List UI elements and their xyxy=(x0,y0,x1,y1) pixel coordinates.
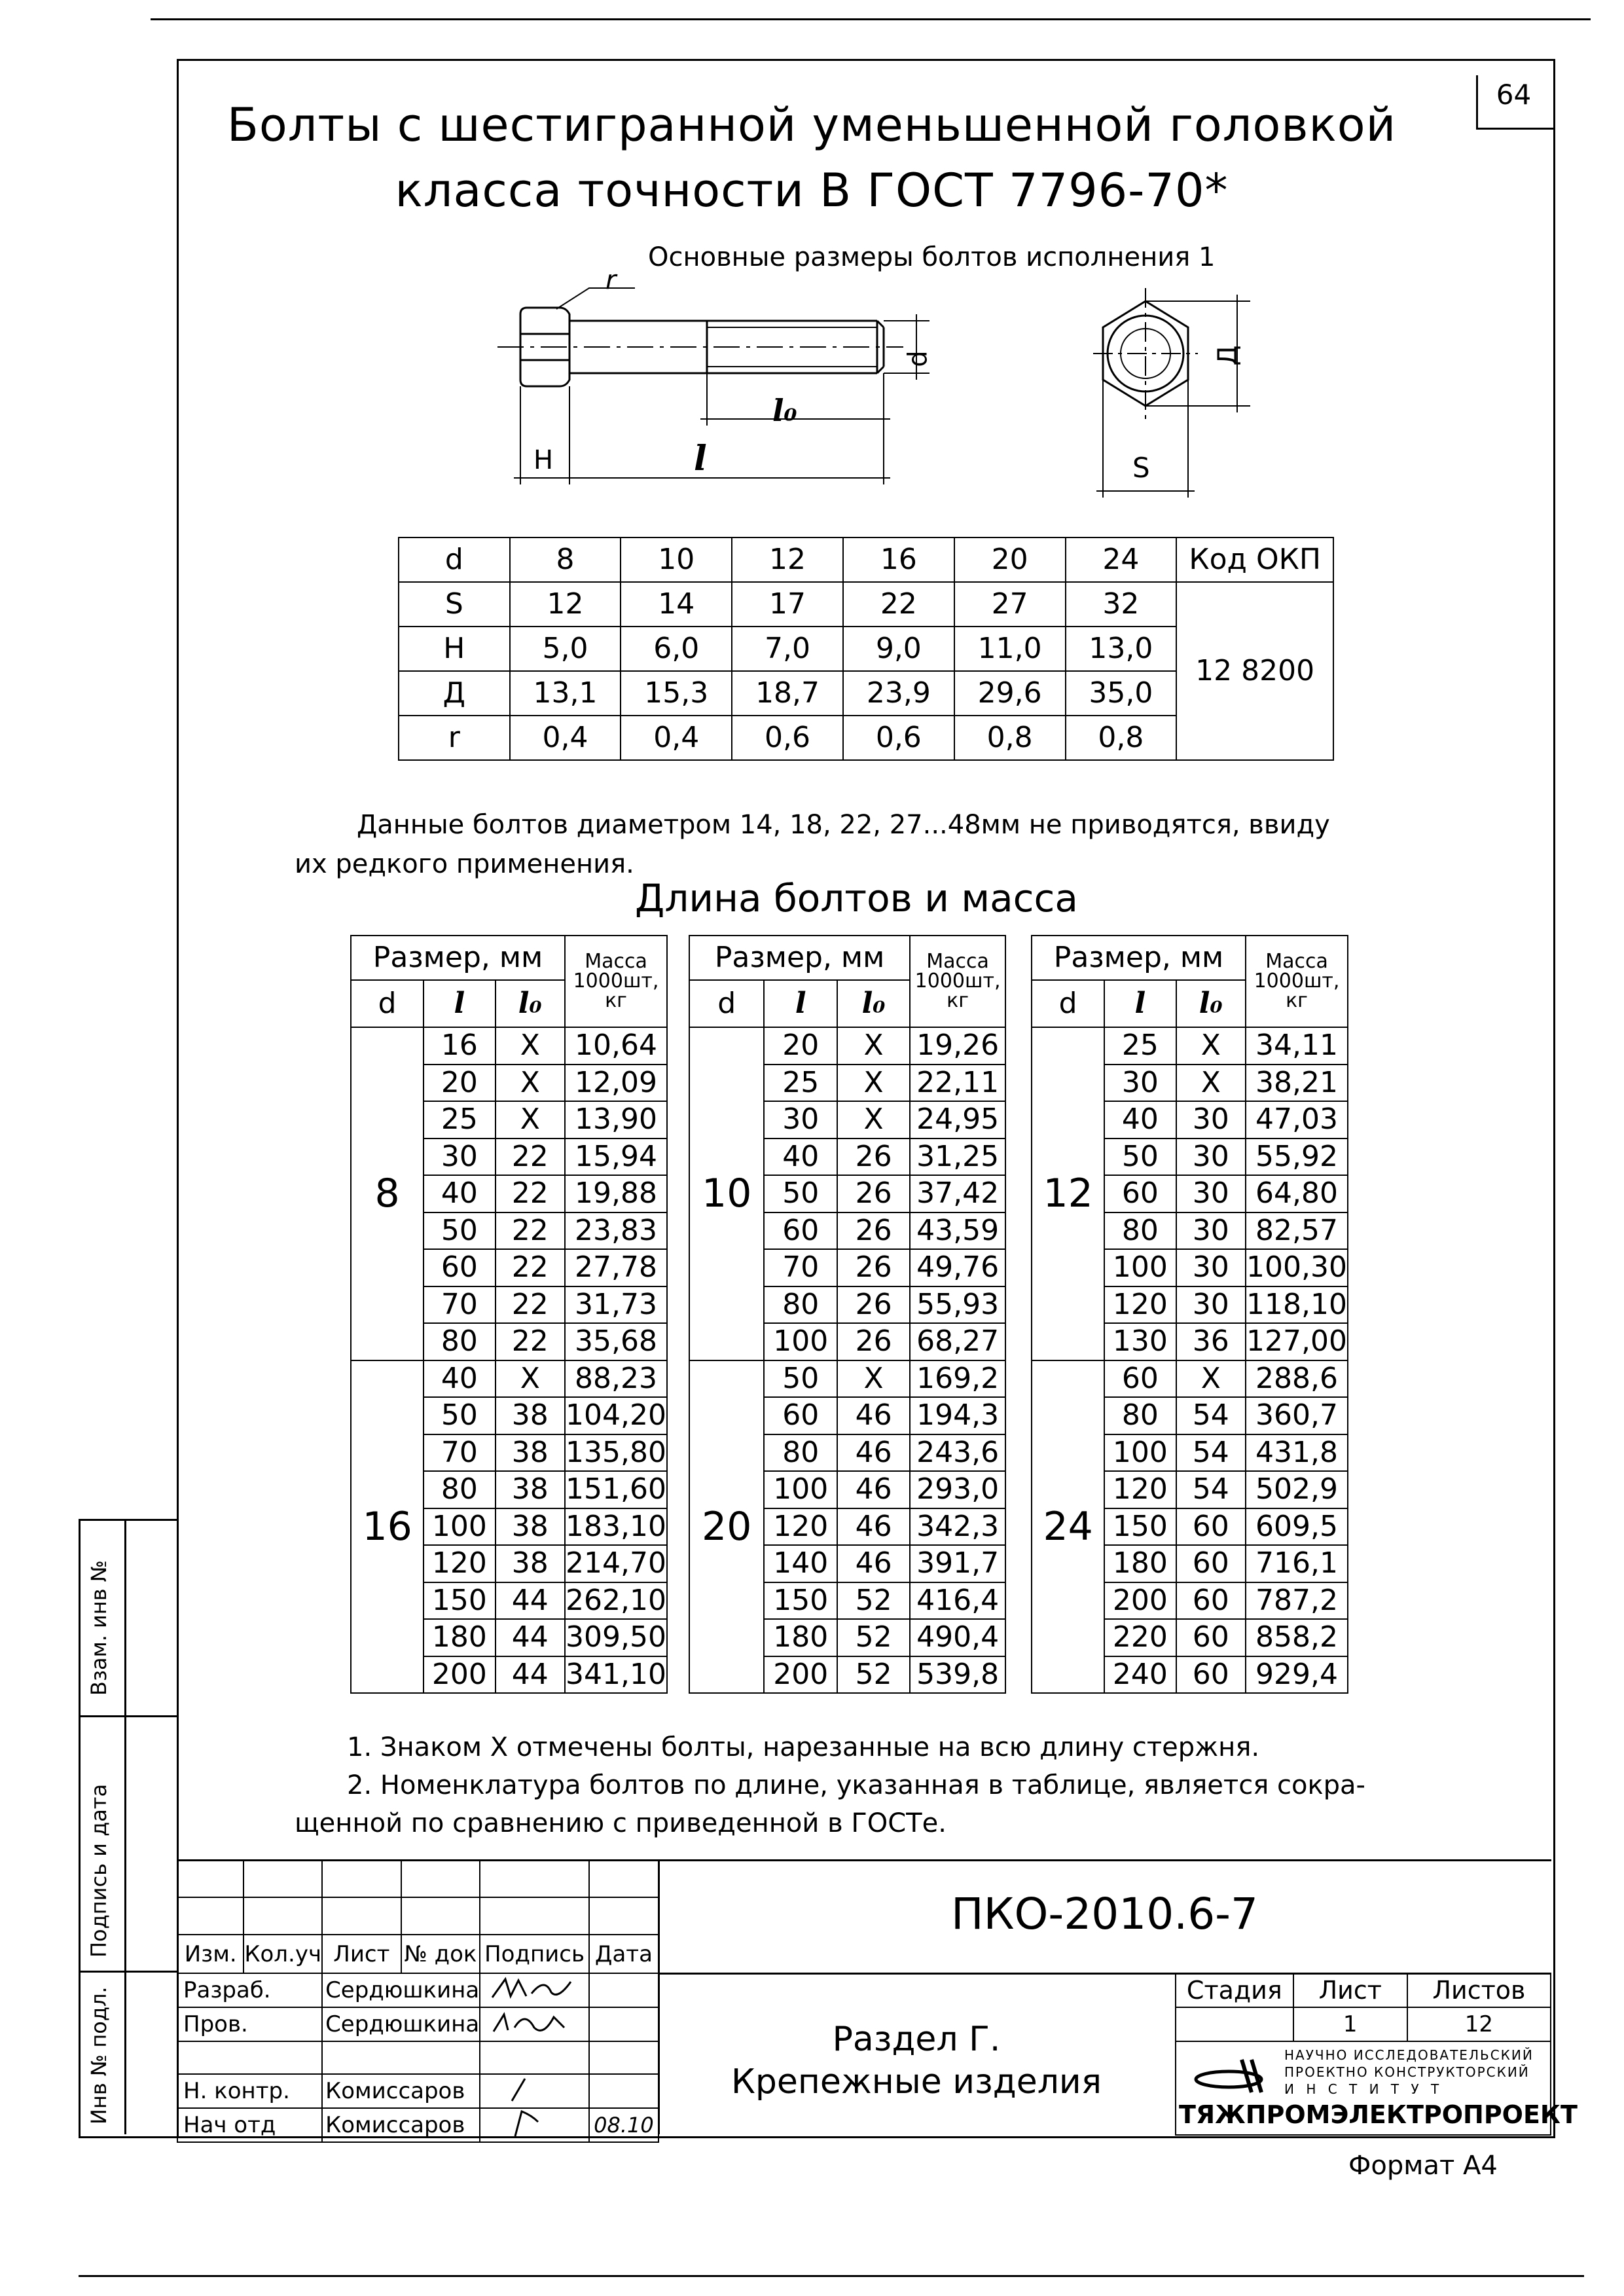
value-cell: 60 xyxy=(1176,1619,1246,1656)
title-line2: класса точности В ГОСТ 7796-70* xyxy=(395,164,1229,217)
value-cell: 60 xyxy=(764,1397,837,1434)
diameter-cell: 16 xyxy=(351,1360,424,1694)
value-cell: 31,73 xyxy=(565,1286,667,1324)
dims-cell: 6,0 xyxy=(621,627,732,671)
value-cell: 46 xyxy=(837,1434,910,1472)
okp-value: 12 8200 xyxy=(1176,582,1333,760)
value-cell: 490,4 xyxy=(910,1619,1005,1656)
table-row xyxy=(689,1027,1005,1065)
value-cell: 54 xyxy=(1176,1471,1246,1508)
value-cell: 80 xyxy=(1104,1397,1176,1434)
value-cell: X xyxy=(496,1360,565,1398)
dims-cell: 24 xyxy=(1066,538,1177,582)
value-cell: X xyxy=(837,1101,910,1139)
top-rule xyxy=(151,18,1591,20)
dims-label: Д xyxy=(399,671,510,716)
org-name: ТЯЖПРОМЭЛЕКТРОПРОЕКТ xyxy=(1179,2100,1578,2129)
stamp-person: Комиссаров xyxy=(322,2074,480,2108)
stamp-signature xyxy=(480,1973,589,2007)
value-cell: 22 xyxy=(496,1212,565,1250)
length-table-3 xyxy=(1031,935,1348,1694)
value-cell: 609,5 xyxy=(1246,1508,1348,1546)
value-cell: 100 xyxy=(424,1508,495,1546)
stamp-person: Сердюшкина xyxy=(322,1973,480,2007)
stamp-section-line2: Крепежные изделия xyxy=(731,2062,1102,2102)
value-cell: 40 xyxy=(764,1139,837,1176)
mass-header: Масса 1000шт, кг xyxy=(910,936,1005,1027)
dims-cell: 32 xyxy=(1066,582,1177,627)
dims-cell: 18,7 xyxy=(732,671,843,716)
d-header: d xyxy=(1032,980,1104,1027)
stamp-person: Сердюшкина xyxy=(322,2007,480,2041)
dims-cell: 15,3 xyxy=(621,671,732,716)
value-cell: 25 xyxy=(1104,1027,1176,1065)
value-cell: 80 xyxy=(764,1286,837,1324)
note-2b: щенной по сравнению с приведенной в ГОСТе. xyxy=(295,1808,947,1838)
value-cell: 34,11 xyxy=(1246,1027,1348,1065)
value-cell: 25 xyxy=(424,1101,495,1139)
value-cell: X xyxy=(496,1027,565,1065)
value-cell: 80 xyxy=(424,1323,495,1360)
value-cell: 100 xyxy=(764,1323,837,1360)
format-label: Формат А4 xyxy=(1348,2151,1498,2181)
value-cell: 60 xyxy=(1104,1360,1176,1398)
table-row xyxy=(351,1027,667,1065)
value-cell: 55,93 xyxy=(910,1286,1005,1324)
label-D: Д xyxy=(1212,345,1243,366)
value-cell: 38 xyxy=(496,1508,565,1546)
value-cell: 10,64 xyxy=(565,1027,667,1065)
value-cell: X xyxy=(1176,1027,1246,1065)
stamp-col: Дата xyxy=(589,1935,659,1973)
side-divider xyxy=(124,1519,126,2134)
label-S: S xyxy=(1132,452,1150,484)
value-cell: 46 xyxy=(837,1545,910,1582)
diameter-cell: 10 xyxy=(689,1027,764,1360)
dims-cell: 13,0 xyxy=(1066,627,1177,671)
value-cell: 70 xyxy=(764,1249,837,1286)
dims-cell: 11,0 xyxy=(954,627,1066,671)
value-cell: 15,94 xyxy=(565,1139,667,1176)
label-H: H xyxy=(533,445,554,475)
value-cell: 243,6 xyxy=(910,1434,1005,1472)
value-cell: 40 xyxy=(1104,1101,1176,1139)
stage-label: Стадия xyxy=(1176,1973,1293,2007)
stamp-col: Лист xyxy=(322,1935,401,1973)
value-cell: 150 xyxy=(1104,1508,1176,1546)
value-cell: 309,50 xyxy=(565,1619,667,1656)
diameter-cell: 12 xyxy=(1032,1027,1104,1360)
label-r: r xyxy=(605,265,617,295)
value-cell: 54 xyxy=(1176,1397,1246,1434)
value-cell: 22 xyxy=(496,1249,565,1286)
value-cell: 929,4 xyxy=(1246,1656,1348,1694)
value-cell: 13,90 xyxy=(565,1101,667,1139)
value-cell: 47,03 xyxy=(1246,1101,1348,1139)
stamp-role: Н. контр. xyxy=(177,2074,322,2108)
value-cell: 25 xyxy=(764,1065,837,1102)
value-cell: 220 xyxy=(1104,1619,1176,1656)
value-cell: 22 xyxy=(496,1323,565,1360)
dims-cell: 9,0 xyxy=(843,627,954,671)
stamp-person: Комиссаров xyxy=(322,2108,480,2142)
value-cell: 716,1 xyxy=(1246,1545,1348,1582)
side-h2 xyxy=(79,1971,177,1973)
value-cell: 60 xyxy=(1176,1545,1246,1582)
mass-header: Масса 1000шт, кг xyxy=(1246,936,1348,1027)
value-cell: 26 xyxy=(837,1212,910,1250)
value-cell: 22,11 xyxy=(910,1065,1005,1102)
value-cell: 50 xyxy=(424,1212,495,1250)
value-cell: 30 xyxy=(1104,1065,1176,1102)
dims-table xyxy=(398,537,1334,761)
value-cell: 68,27 xyxy=(910,1323,1005,1360)
value-cell: X xyxy=(496,1065,565,1102)
org-line2: ПРОЕКТНО КОНСТРУКТОРСКИЙ xyxy=(1284,2064,1530,2080)
value-cell: 140 xyxy=(764,1545,837,1582)
dims-cell: 10 xyxy=(621,538,732,582)
org-logo-icon xyxy=(1189,2056,1281,2096)
stamp-role: Нач отд xyxy=(177,2108,322,2142)
dims-cell: 29,6 xyxy=(954,671,1066,716)
value-cell: 118,10 xyxy=(1246,1286,1348,1324)
side-label-vzam: Взам. инв № xyxy=(86,1559,111,1696)
l-header: l xyxy=(424,980,495,1027)
value-cell: 31,25 xyxy=(910,1139,1005,1176)
value-cell: 100,30 xyxy=(1246,1249,1348,1286)
value-cell: 50 xyxy=(764,1360,837,1398)
size-header: Размер, мм xyxy=(351,936,565,980)
value-cell: 37,42 xyxy=(910,1175,1005,1212)
value-cell: 52 xyxy=(837,1582,910,1620)
value-cell: 180 xyxy=(424,1619,495,1656)
value-cell: 50 xyxy=(1104,1139,1176,1176)
dims-cell: 27 xyxy=(954,582,1066,627)
stamp-grid xyxy=(177,1859,659,2143)
value-cell: 120 xyxy=(764,1508,837,1546)
value-cell: 151,60 xyxy=(565,1471,667,1508)
value-cell: 240 xyxy=(1104,1656,1176,1694)
value-cell: 38 xyxy=(496,1397,565,1434)
value-cell: 214,70 xyxy=(565,1545,667,1582)
dims-label: r xyxy=(399,716,510,760)
value-cell: 46 xyxy=(837,1508,910,1546)
value-cell: 293,0 xyxy=(910,1471,1005,1508)
value-cell: 19,26 xyxy=(910,1027,1005,1065)
value-cell: 169,2 xyxy=(910,1360,1005,1398)
dims-cell: 35,0 xyxy=(1066,671,1177,716)
dims-cell: 0,8 xyxy=(1066,716,1177,760)
dims-cell: 14 xyxy=(621,582,732,627)
value-cell: 180 xyxy=(764,1619,837,1656)
table-row xyxy=(351,1360,667,1398)
l0-header: l₀ xyxy=(496,980,565,1027)
stamp-signature xyxy=(480,2007,589,2041)
value-cell: 70 xyxy=(424,1434,495,1472)
value-cell: 80 xyxy=(424,1471,495,1508)
length-table-1 xyxy=(350,935,668,1694)
value-cell: 52 xyxy=(837,1656,910,1694)
value-cell: 341,10 xyxy=(565,1656,667,1694)
org-line3: И Н С Т И Т У Т xyxy=(1284,2081,1443,2097)
value-cell: 82,57 xyxy=(1246,1212,1348,1250)
value-cell: 40 xyxy=(424,1175,495,1212)
value-cell: 80 xyxy=(1104,1212,1176,1250)
value-cell: X xyxy=(496,1101,565,1139)
value-cell: 200 xyxy=(1104,1582,1176,1620)
value-cell: 44 xyxy=(496,1619,565,1656)
diameter-cell: 8 xyxy=(351,1027,424,1360)
value-cell: 120 xyxy=(1104,1286,1176,1324)
value-cell: X xyxy=(1176,1360,1246,1398)
dims-label: d xyxy=(399,538,510,582)
dims-cell: 8 xyxy=(510,538,621,582)
value-cell: 194,3 xyxy=(910,1397,1005,1434)
value-cell: 342,3 xyxy=(910,1508,1005,1546)
stamp-col: Кол.уч xyxy=(244,1935,322,1973)
l-header: l xyxy=(764,980,837,1027)
value-cell: 22 xyxy=(496,1139,565,1176)
table-row xyxy=(689,1360,1005,1398)
dims-label: H xyxy=(399,627,510,671)
value-cell: 30 xyxy=(1176,1101,1246,1139)
okp-header: Код ОКП xyxy=(1176,538,1333,582)
value-cell: 22 xyxy=(496,1286,565,1324)
dims-cell: 13,1 xyxy=(510,671,621,716)
section-title: Длина болтов и масса xyxy=(635,876,1078,920)
label-l: l xyxy=(694,439,707,479)
diameter-cell: 20 xyxy=(689,1360,764,1694)
value-cell: 30 xyxy=(764,1101,837,1139)
page-number: 64 xyxy=(1496,79,1532,111)
value-cell: 19,88 xyxy=(565,1175,667,1212)
dims-cell: 0,8 xyxy=(954,716,1066,760)
value-cell: 787,2 xyxy=(1246,1582,1348,1620)
d-header: d xyxy=(689,980,764,1027)
value-cell: 55,92 xyxy=(1246,1139,1348,1176)
l0-header: l₀ xyxy=(837,980,910,1027)
dims-label: S xyxy=(399,582,510,627)
value-cell: 64,80 xyxy=(1246,1175,1348,1212)
dims-cell: 7,0 xyxy=(732,627,843,671)
bottom-rule xyxy=(79,2275,1584,2277)
value-cell: 60 xyxy=(424,1249,495,1286)
dims-cell: 16 xyxy=(843,538,954,582)
value-cell: 200 xyxy=(424,1656,495,1694)
dims-cell: 0,6 xyxy=(843,716,954,760)
value-cell: 22 xyxy=(496,1175,565,1212)
dims-cell: 23,9 xyxy=(843,671,954,716)
stamp-date: 08.10 xyxy=(589,2108,659,2142)
side-label-podpis: Подпись и дата xyxy=(86,1783,111,1958)
value-cell: 100 xyxy=(1104,1249,1176,1286)
value-cell: 26 xyxy=(837,1139,910,1176)
org-line1: НАУЧНО ИССЛЕДОВАТЕЛЬСКИЙ xyxy=(1284,2047,1534,2063)
dims-cell: 12 xyxy=(510,582,621,627)
value-cell: 180 xyxy=(1104,1545,1176,1582)
value-cell: 391,7 xyxy=(910,1545,1005,1582)
value-cell: 130 xyxy=(1104,1323,1176,1360)
size-header: Размер, мм xyxy=(1032,936,1246,980)
value-cell: X xyxy=(837,1065,910,1102)
side-label-inv: Инв № подл. xyxy=(86,1986,111,2124)
diameter-cell: 24 xyxy=(1032,1360,1104,1694)
note-2a: 2. Номенклатура болтов по длине, указанная в таблице, является сокра- xyxy=(347,1770,1365,1800)
paragraph-line2: их редкого применения. xyxy=(295,849,634,879)
value-cell: 60 xyxy=(1104,1175,1176,1212)
value-cell: 30 xyxy=(1176,1286,1246,1324)
side-h1 xyxy=(79,1715,177,1717)
value-cell: 183,10 xyxy=(565,1508,667,1546)
value-cell: 44 xyxy=(496,1582,565,1620)
value-cell: 60 xyxy=(1176,1508,1246,1546)
value-cell: 288,6 xyxy=(1246,1360,1348,1398)
value-cell: 26 xyxy=(837,1249,910,1286)
value-cell: 127,00 xyxy=(1246,1323,1348,1360)
dims-cell: 0,4 xyxy=(621,716,732,760)
value-cell: 262,10 xyxy=(565,1582,667,1620)
value-cell: 60 xyxy=(764,1212,837,1250)
table-row xyxy=(1032,1360,1348,1398)
stamp-code: ПКО-2010.6-7 xyxy=(951,1889,1258,1939)
value-cell: 38,21 xyxy=(1246,1065,1348,1102)
value-cell: 16 xyxy=(424,1027,495,1065)
value-cell: 120 xyxy=(424,1545,495,1582)
org-block xyxy=(1176,2041,1578,2135)
length-table-2 xyxy=(689,935,1006,1694)
value-cell: 60 xyxy=(1176,1582,1246,1620)
value-cell: 23,83 xyxy=(565,1212,667,1250)
sheet-value: 1 xyxy=(1293,2007,1407,2041)
stamp-person xyxy=(322,2041,480,2074)
value-cell: 104,20 xyxy=(565,1397,667,1434)
value-cell: 100 xyxy=(764,1471,837,1508)
value-cell: 50 xyxy=(764,1175,837,1212)
stamp-signature xyxy=(480,2074,589,2108)
value-cell: 30 xyxy=(424,1139,495,1176)
size-header: Размер, мм xyxy=(689,936,910,980)
note-1: 1. Знаком X отмечены болты, нарезанные на всю длину стержня. xyxy=(347,1732,1260,1762)
value-cell: 100 xyxy=(1104,1434,1176,1472)
value-cell: 70 xyxy=(424,1286,495,1324)
value-cell: 54 xyxy=(1176,1434,1246,1472)
dims-cell: 17 xyxy=(732,582,843,627)
value-cell: 50 xyxy=(424,1397,495,1434)
value-cell: 502,9 xyxy=(1246,1471,1348,1508)
dims-cell: 5,0 xyxy=(510,627,621,671)
stamp-section-line1: Раздел Г. xyxy=(832,2020,1001,2059)
stamp-signature xyxy=(480,2108,589,2142)
bolt-drawing xyxy=(484,268,1290,511)
value-cell: 27,78 xyxy=(565,1249,667,1286)
value-cell: 30 xyxy=(1176,1139,1246,1176)
value-cell: 24,95 xyxy=(910,1101,1005,1139)
stamp-role xyxy=(177,2041,322,2074)
stamp-col: № док xyxy=(401,1935,480,1973)
sheet-label: Лист xyxy=(1293,1973,1407,2007)
value-cell: 36 xyxy=(1176,1323,1246,1360)
label-d: d xyxy=(903,350,933,367)
stamp-role: Пров. xyxy=(177,2007,322,2041)
value-cell: 416,4 xyxy=(910,1582,1005,1620)
value-cell: 46 xyxy=(837,1471,910,1508)
value-cell: 30 xyxy=(1176,1212,1246,1250)
value-cell: 858,2 xyxy=(1246,1619,1348,1656)
value-cell: 30 xyxy=(1176,1175,1246,1212)
dims-cell: 0,4 xyxy=(510,716,621,760)
value-cell: X xyxy=(837,1360,910,1398)
l0-header: l₀ xyxy=(1176,980,1246,1027)
value-cell: 88,23 xyxy=(565,1360,667,1398)
stamp-role: Разраб. xyxy=(177,1973,322,2007)
dims-cell: 0,6 xyxy=(732,716,843,760)
value-cell: 12,09 xyxy=(565,1065,667,1102)
value-cell: 46 xyxy=(837,1397,910,1434)
value-cell: 200 xyxy=(764,1656,837,1694)
value-cell: 150 xyxy=(764,1582,837,1620)
value-cell: 35,68 xyxy=(565,1323,667,1360)
value-cell: 20 xyxy=(764,1027,837,1065)
label-l0: l₀ xyxy=(772,393,797,428)
dims-cell: 12 xyxy=(732,538,843,582)
value-cell: 539,8 xyxy=(910,1656,1005,1694)
l-header: l xyxy=(1104,980,1176,1027)
value-cell: 38 xyxy=(496,1545,565,1582)
value-cell: 135,80 xyxy=(565,1434,667,1472)
sheets-label: Листов xyxy=(1407,1973,1551,2007)
dims-cell: 22 xyxy=(843,582,954,627)
dims-cell: 20 xyxy=(954,538,1066,582)
value-cell: 60 xyxy=(1176,1656,1246,1694)
mass-header: Масса 1000шт, кг xyxy=(565,936,667,1027)
value-cell: 360,7 xyxy=(1246,1397,1348,1434)
title-line1: Болты с шестигранной уменьшенной головкой xyxy=(226,98,1397,152)
value-cell: 80 xyxy=(764,1434,837,1472)
stamp-sheets xyxy=(1175,1973,1578,2136)
value-cell: 20 xyxy=(424,1065,495,1102)
value-cell: 30 xyxy=(1176,1249,1246,1286)
value-cell: X xyxy=(1176,1065,1246,1102)
value-cell: 49,76 xyxy=(910,1249,1005,1286)
value-cell: 38 xyxy=(496,1471,565,1508)
sheets-value: 12 xyxy=(1407,2007,1551,2041)
subtitle: Основные размеры болтов исполнения 1 xyxy=(648,242,1216,272)
value-cell: 44 xyxy=(496,1656,565,1694)
table-row xyxy=(1032,1027,1348,1065)
value-cell: 150 xyxy=(424,1582,495,1620)
value-cell: 26 xyxy=(837,1175,910,1212)
value-cell: 26 xyxy=(837,1323,910,1360)
value-cell: 431,8 xyxy=(1246,1434,1348,1472)
stamp-col: Изм. xyxy=(177,1935,244,1973)
value-cell: 52 xyxy=(837,1619,910,1656)
value-cell: 38 xyxy=(496,1434,565,1472)
value-cell: 26 xyxy=(837,1286,910,1324)
value-cell: X xyxy=(837,1027,910,1065)
value-cell: 120 xyxy=(1104,1471,1176,1508)
value-cell: 43,59 xyxy=(910,1212,1005,1250)
value-cell: 40 xyxy=(424,1360,495,1398)
paragraph-line1: Данные болтов диаметром 14, 18, 22, 27...48мм не приводятся, ввиду xyxy=(357,810,1330,840)
stamp-col: Подпись xyxy=(480,1935,589,1973)
d-header: d xyxy=(351,980,424,1027)
